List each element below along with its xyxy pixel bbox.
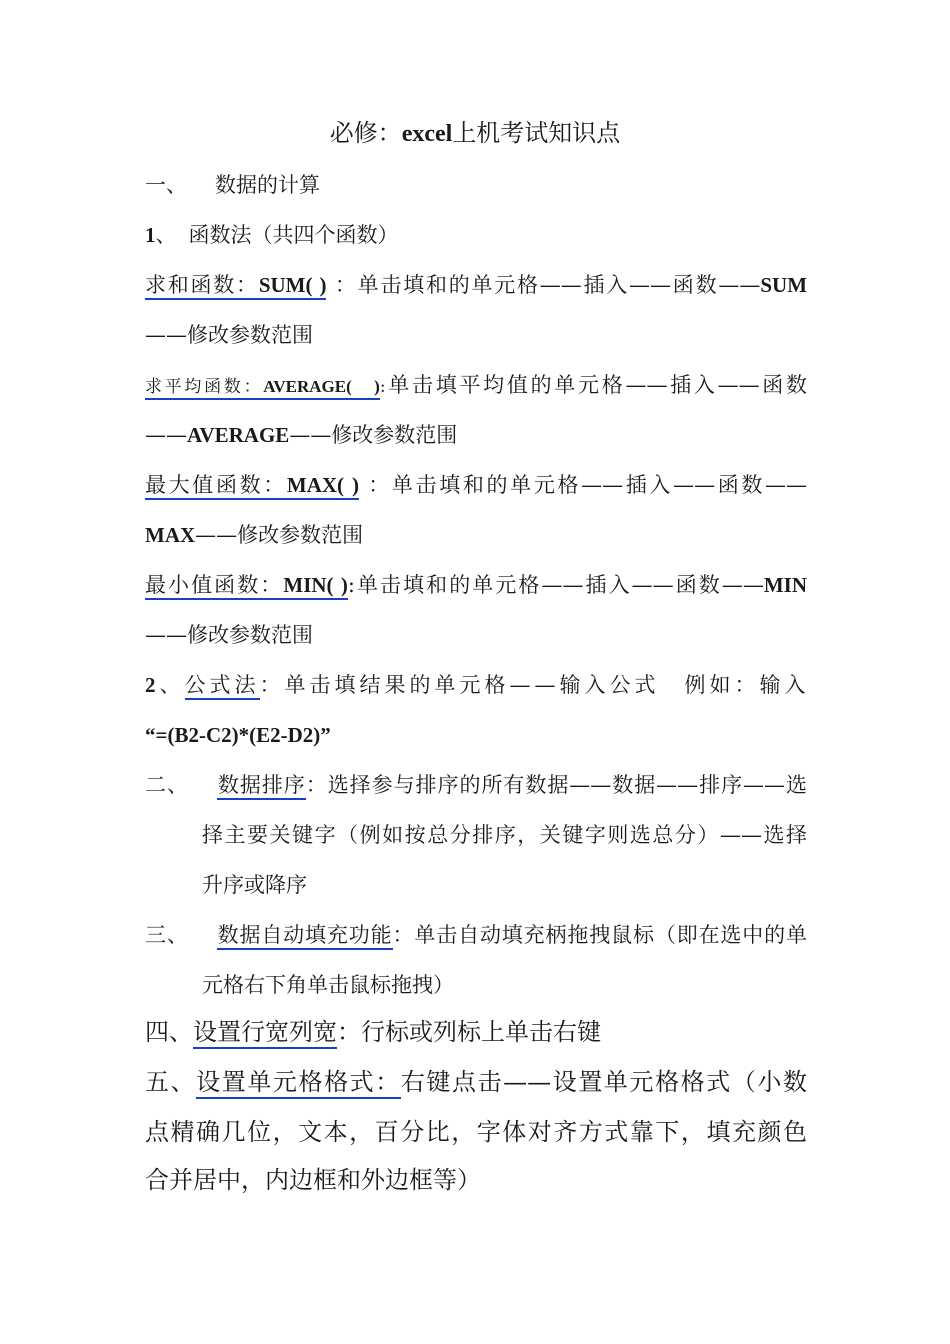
formula-example: “=(B2-C2)*(E2-D2)” xyxy=(145,723,331,747)
avg-line xyxy=(145,370,807,402)
section-3-number: 三、 xyxy=(145,923,189,947)
cell-format-label: 设置单元格格式： xyxy=(196,1068,401,1099)
sum-line-cont xyxy=(145,320,807,350)
section-5-number: 五、 xyxy=(145,1068,197,1096)
sum-label xyxy=(145,273,326,300)
min-label xyxy=(145,573,348,600)
max-line xyxy=(145,470,807,500)
min-desc: 单击填和的单元格——插入——函数—— xyxy=(354,573,764,597)
subsection-1-1-text: 函数法（共四个函数） xyxy=(188,223,399,247)
cell-format-desc-line-3: 合并居中，内边框和外边框等） xyxy=(145,1166,481,1194)
subsection-1-1-number: 1 xyxy=(145,223,156,247)
sort-desc-line-2: 择主要关键字（例如按总分排序，关键字则选总分）——选择 xyxy=(202,823,807,847)
max-cont-text: ——修改参数范围 xyxy=(195,523,364,547)
max-label xyxy=(145,473,359,500)
min-label-text: 最小值函数： xyxy=(145,573,284,597)
avg-desc: 单击填平均值的单元格——插入——函数 xyxy=(385,373,808,397)
max-func2: MAX xyxy=(145,523,196,547)
section-1-text: 数据的计算 xyxy=(215,173,320,197)
section-2-heading xyxy=(145,770,807,800)
max-label-text: 最大值函数： xyxy=(145,473,287,497)
sum-cont-text: ——修改参数范围 xyxy=(145,323,313,347)
min-cont-text: ——修改参数范围 xyxy=(145,623,313,647)
section-2-number: 二、 xyxy=(145,773,189,797)
section-1-number: 一、 xyxy=(145,173,187,197)
min-func: MIN( ) xyxy=(283,573,348,597)
row-col-width-label: 设置行宽列宽 xyxy=(193,1018,337,1049)
subsection-1-1 xyxy=(145,220,807,250)
title-excel: excel xyxy=(401,121,453,147)
sum-func2: SUM xyxy=(760,273,808,297)
title-suffix: 上机考试知识点 xyxy=(452,119,621,147)
formula-method-label: 公式法 xyxy=(185,673,260,700)
section-3-heading xyxy=(145,920,807,950)
formula-method-desc: ：单击填结果的单元格——输入公式 例如：输入 xyxy=(259,673,810,697)
sort-label: 数据排序 xyxy=(217,773,306,800)
sum-label-text: 求和函数： xyxy=(145,273,259,297)
avg-colon: : xyxy=(379,377,386,397)
sum-desc: ：单击填和的单元格——插入——函数—— xyxy=(334,273,761,297)
sum-func: SUM( ) xyxy=(258,273,327,297)
autofill-desc-line-2: 元格右下角单击鼠标拖拽） xyxy=(202,973,454,997)
min-colon: : xyxy=(347,573,355,597)
title-prefix: 必修： xyxy=(329,119,402,147)
sort-desc: ：选择参与排序的所有数据——数据——排序——选 xyxy=(305,773,808,797)
max-func: MAX( ) xyxy=(286,473,359,497)
avg-func2: AVERAGE xyxy=(187,423,290,447)
avg-cont-text: ——修改参数范围 xyxy=(289,423,458,447)
section-4-number: 四、 xyxy=(145,1018,193,1046)
section-4-heading xyxy=(145,1016,807,1048)
max-line-cont xyxy=(145,520,807,550)
subsection-1-2 xyxy=(145,670,810,700)
section-1-heading xyxy=(145,170,807,200)
subsection-1-2-number: 2 xyxy=(145,673,160,697)
page-title xyxy=(0,118,950,149)
avg-label-text: 求平均函数： xyxy=(145,377,264,397)
sort-desc-line-3: 升序或降序 xyxy=(202,873,307,897)
subsection-1-1-sep: 、 xyxy=(155,223,177,247)
avg-func: AVERAGE( ) xyxy=(263,377,380,396)
cell-format-desc: 右键点击——设置单元格格式（小数 xyxy=(400,1068,808,1096)
subsection-1-2-sep: 、 xyxy=(159,673,185,697)
min-line xyxy=(145,570,807,600)
max-desc: ：单击填和的单元格——插入——函数—— xyxy=(368,473,808,497)
avg-cont-prefix: —— xyxy=(145,423,187,447)
autofill-label: 数据自动填充功能 xyxy=(217,923,393,950)
autofill-desc: ：单击自动填充柄拖拽鼠标（即在选中的单 xyxy=(392,923,808,947)
row-col-width-desc: ：行标或列标上单击右键 xyxy=(337,1018,601,1046)
sum-line xyxy=(145,270,807,300)
cell-format-desc-line-2: 点精确几位，文本，百分比，字体对齐方式靠下，填充颜色 xyxy=(145,1118,807,1146)
min-line-cont xyxy=(145,620,807,650)
avg-label xyxy=(145,373,380,400)
min-func2: MIN xyxy=(763,573,808,597)
avg-line-cont xyxy=(145,420,807,450)
section-5-heading xyxy=(145,1066,807,1098)
